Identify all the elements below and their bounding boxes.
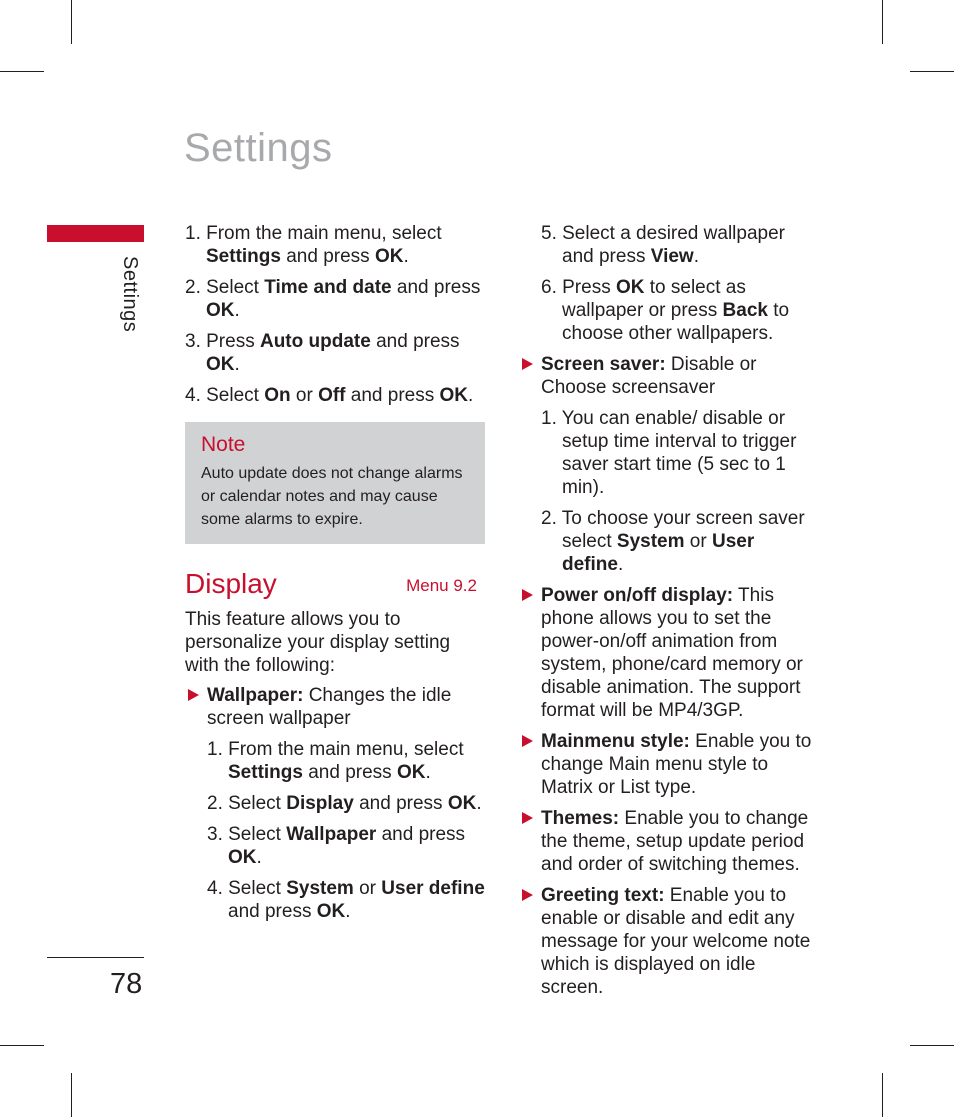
- bullet-item-mainmenu-style: Mainmenu style: Enable you to change Main menu style to Matrix or List type.: [519, 730, 819, 799]
- step-item: 5. Select a desired wallpaper and press View.: [541, 223, 785, 267]
- left-column: [185, 222, 485, 931]
- section-tab-bar: [47, 225, 144, 242]
- crop-mark: [0, 71, 44, 72]
- section-header: [185, 566, 485, 606]
- step-item: 3. Select Wallpaper and press OK.: [207, 824, 466, 868]
- step-item: 2. Select Display and press OK.: [207, 793, 482, 814]
- step-item: 2. To choose your screen saver select System or User define.: [541, 508, 805, 575]
- crop-mark: [882, 1073, 883, 1117]
- note-text: Auto update does not change alarms or calendar notes and may cause some alarms to expire.: [201, 465, 463, 528]
- section-intro: This feature allows you to personalize your display setting with the following:: [185, 609, 451, 676]
- triangle-bullet-icon: [522, 735, 533, 747]
- step-item: 6. Press OK to select as wallpaper or press Back to choose other wallpapers.: [541, 277, 790, 344]
- bullet-item-wallpaper: Wallpaper: Changes the idle screen wallpaper: [185, 684, 485, 730]
- note-title: Note: [201, 433, 246, 456]
- triangle-bullet-icon: [522, 889, 533, 901]
- bullet-item-screen-saver: Screen saver: Disable or Choose screensaver: [519, 353, 819, 399]
- step-item: 4. Select System or User define and press OK.: [207, 878, 485, 922]
- bullet-item-greeting-text: Greeting text: Enable you to enable or disable and edit any message for your welcome note which is displayed on idle screen.: [519, 884, 819, 999]
- right-column: [519, 222, 819, 1007]
- bullet-item-themes: Themes: Enable you to change the theme, setup update period and order of switching themes.: [519, 807, 819, 876]
- triangle-bullet-icon: [522, 589, 533, 601]
- page-title: Settings: [184, 126, 333, 170]
- bullet-item-power-display: Power on/off display: This phone allows you to set the power-on/off animation from system, phone/card memory or disable animation. The support format will be MP4/3GP.: [519, 584, 819, 722]
- step-item: 1. You can enable/ disable or setup time interval to trigger saver start time (5 sec to 1 min).: [541, 408, 797, 498]
- step-item: 2. Select Time and date and press OK.: [185, 277, 481, 321]
- triangle-bullet-icon: [522, 812, 533, 824]
- section-title: Display: [185, 568, 277, 599]
- step-item: 3. Press Auto update and press OK.: [185, 331, 460, 375]
- triangle-bullet-icon: [522, 358, 533, 370]
- step-item: 1. From the main menu, select Settings and press OK.: [207, 739, 464, 783]
- page-number-rule: [47, 957, 144, 958]
- crop-mark: [0, 1045, 44, 1046]
- page-number: 78: [110, 968, 143, 1000]
- crop-mark: [910, 71, 954, 72]
- crop-mark: [71, 0, 72, 44]
- note-box: [185, 422, 485, 544]
- crop-mark: [71, 1073, 72, 1117]
- crop-mark: [910, 1045, 954, 1046]
- side-section-label: Settings: [119, 256, 141, 333]
- step-item: 4. Select On or Off and press OK.: [185, 385, 474, 406]
- step-item: 1. From the main menu, select Settings and press OK.: [185, 223, 442, 267]
- crop-mark: [882, 0, 883, 44]
- triangle-bullet-icon: [188, 689, 199, 701]
- menu-number: Menu 9.2: [406, 576, 477, 595]
